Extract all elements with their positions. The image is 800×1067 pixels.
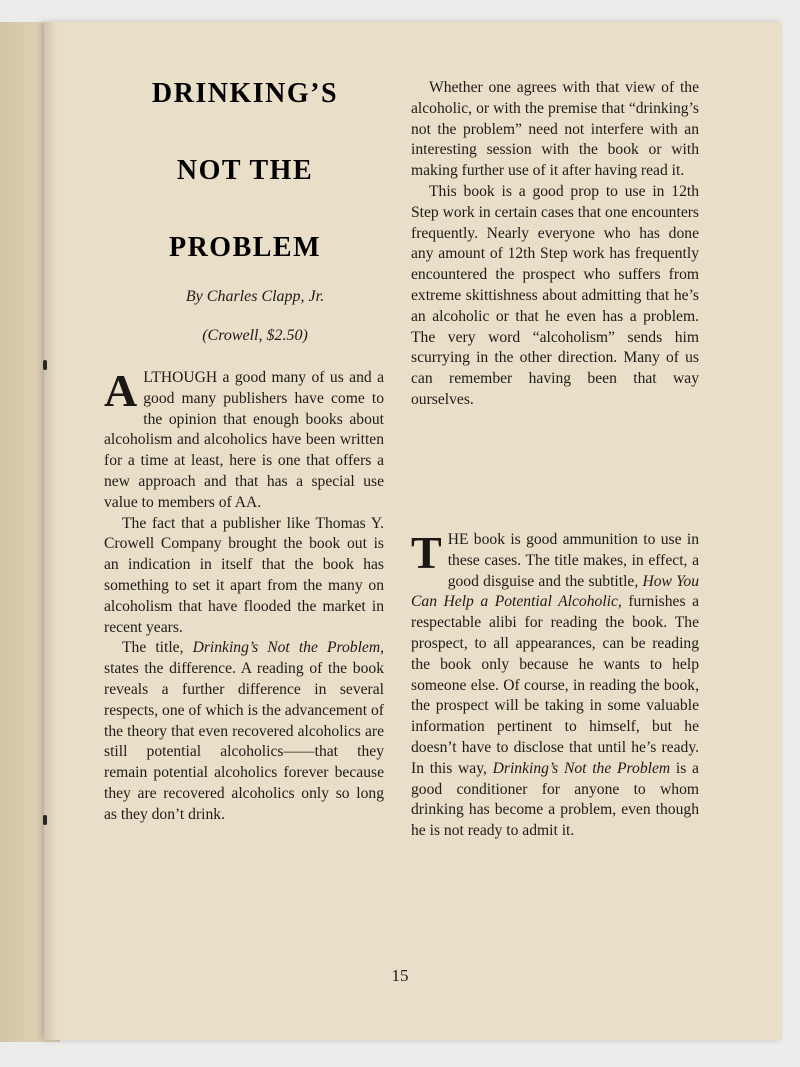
page-gutter-shadow: [44, 22, 58, 1040]
article-title-line-2: NOT THE: [176, 155, 314, 186]
paragraph-6-text-a: HE book is good ammunition to use in these cases. The title makes, in effect, a good disguise and the subtitle,: [447, 531, 699, 590]
paragraph-6-text-b: furnishes a respectable alibi for reading the book. The prospect, to all appearances, can be reading the book only because he wants to help someone else. Of course, in reading the book, the prospect will be taking in some valuable information pertinent to himself, but he doesn’t have to disclose that until he’s ready. In this way,: [411, 593, 699, 777]
book-title-italic-2: Drinking’s Not the Problem: [492, 759, 671, 777]
paragraph-2: The fact that a publisher like Thomas Y. Crowell Company brought the book out is an indication in itself that the book has something to set it apart from the many on alcoholism that have flooded the market in recent years.: [104, 514, 384, 636]
drop-cap-a: A: [104, 365, 138, 416]
author-byline: By Charles Clapp, Jr.: [185, 288, 325, 305]
paragraph-3-text-a: The title,: [122, 639, 193, 657]
paragraph-1-text: LTHOUGH a good many of us and a good many publishers have come to the opinion that enough books about alcoholism and alcoholics have been written for a time at least, here is one that offers a new approach and that has a special use value to members of AA.: [104, 369, 384, 511]
right-column-top: [411, 78, 699, 411]
paragraph-6-text-c: is a good conditioner for anyone to whom drinking has become a problem, even though he is not ready to admit it.: [411, 759, 699, 840]
book-title-italic: Drinking’s Not the Problem,: [192, 639, 384, 657]
right-column-bottom: [411, 527, 699, 842]
left-column-body: [104, 365, 384, 826]
drop-cap-t: T: [411, 527, 442, 578]
paragraph-5: This book is a good prop to use in 12th Step work in certain cases that one encounters frequently. Nearly everyone who has done any amount of 12th Step work has frequently encountered the prospect who suffers from extreme skittishness about admitting that he’s an alcoholic or that he even has a problem. The very word “alcoholism” sends him scurrying in the other direction. Many of us can remember having been that way ourselves.: [411, 182, 699, 408]
subtitle-italic: How You Can Help a Potential Alcoholic,: [411, 572, 699, 611]
article-title-line-1: DRINKING’S: [151, 78, 339, 109]
article-title-line-3: PROBLEM: [168, 232, 322, 263]
paragraph-1: [104, 365, 384, 514]
staple-mark: [43, 360, 47, 370]
paragraph-4: Whether one agrees with that view of the alcoholic, or with the premise that “drinking’s not the problem” need not interfere with an interesting session with the book or with making further use of it after having read it.: [411, 79, 699, 180]
staple-mark: [43, 815, 47, 825]
page-number: 15: [391, 966, 409, 985]
paragraph-3: [104, 638, 384, 825]
publisher-price: (Crowell, $2.50): [202, 327, 308, 344]
paragraph-6: [411, 527, 699, 842]
paragraph-3-text-b: states the difference. A reading of the book reveals a further difference in several respects, one of which is the advancement of the theory that even recovered alcoholics are still potential alcoholics——that they remain potential alcoholics forever because they are recovered alcoholics only so long as they don’t drink.: [104, 660, 384, 823]
